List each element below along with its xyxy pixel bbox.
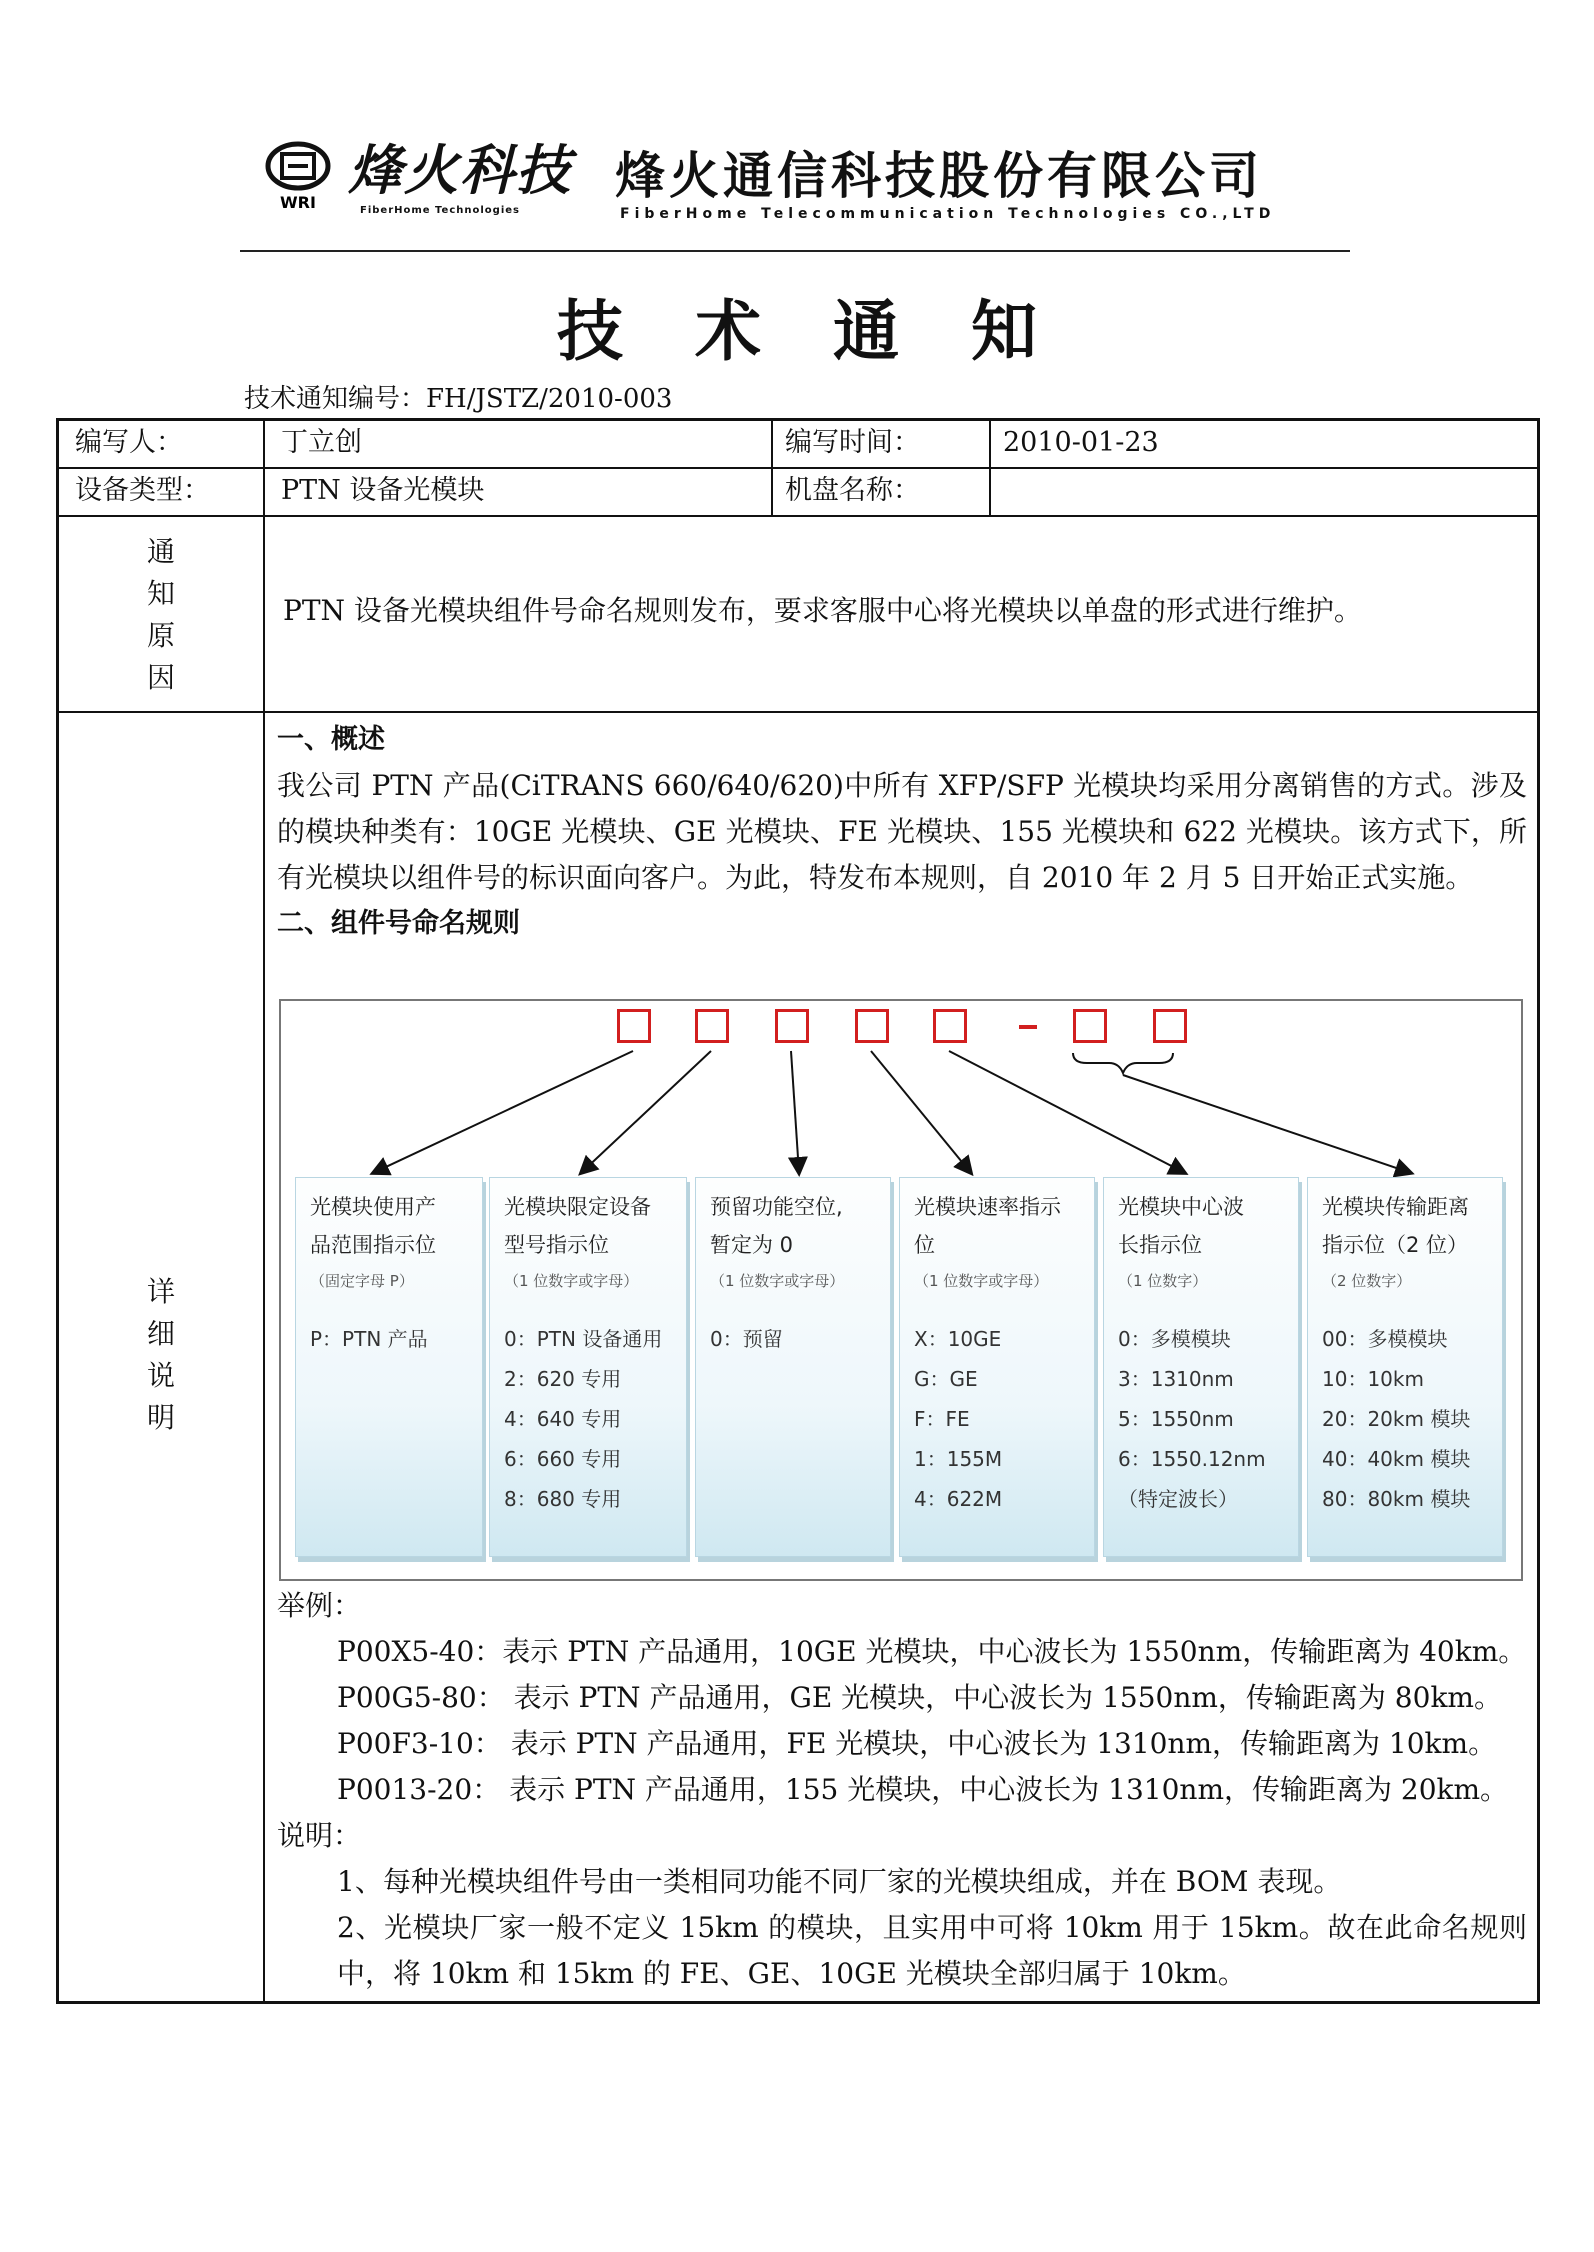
author-value: 丁立创 <box>281 427 362 458</box>
arrow-3 <box>791 1051 799 1173</box>
col-divider <box>771 421 773 515</box>
row-divider <box>59 711 1537 713</box>
row-divider <box>59 515 1537 517</box>
examples-label: 举例： <box>277 1589 362 1622</box>
note-item: 1、每种光模块组件号由一类相同功能不同厂家的光模块组成，并在 BOM 表现。 <box>337 1865 1342 1898</box>
overview-section <box>277 717 1527 947</box>
date-value: 2010-01-23 <box>1003 427 1159 458</box>
arrow-1 <box>373 1051 633 1173</box>
card-reserved: 预留功能空位, 暂定为 0 （1 位数字或字母） 0：预留 <box>695 1177 891 1557</box>
detail-label: 详 细 说 明 <box>146 1275 175 1434</box>
card-wavelength: 光模块中心波 长指示位 （1 位数字） 0：多模模块 3：1310nm 5：1550nm 6：1550.12nm （特定波长） <box>1103 1177 1299 1557</box>
example-item: P00G5-80： 表示 PTN 产品通用，GE 光模块，中心波长为 1550nm，传输距离为 80km。 <box>337 1681 1502 1714</box>
device-type-label: 设备类型： <box>75 475 210 506</box>
note-item: 2、光模块厂家一般不定义 15km 的模块，且实用中可将 10km 用于 15km。故在此命名规则中，将 10km 和 15km 的 FE、GE、10GE 光模块全部归属于 10km。 <box>337 1911 1527 1990</box>
pointer-arrows <box>281 1001 1521 1181</box>
board-name-label: 机盘名称： <box>785 475 920 506</box>
document-title: 技术通知 <box>557 293 1109 370</box>
card-product-range: 光模块使用产 品范围指示位 （固定字母 P） P：PTN 产品 <box>295 1177 483 1557</box>
arrow-5 <box>949 1051 1185 1173</box>
col-divider <box>989 421 991 515</box>
notes-label: 说明： <box>277 1819 362 1852</box>
date-label: 编写时间： <box>785 427 920 458</box>
company-emblem-icon <box>262 140 334 212</box>
header-divider <box>240 250 1350 252</box>
card-device-model: 光模块限定设备 型号指示位 （1 位数字或字母） 0：PTN 设备通用 2：620 专用 4：640 专用 6：660 专用 8：680 专用 <box>489 1177 687 1557</box>
col-divider <box>263 421 265 2004</box>
card-rate: 光模块速率指示 位 （1 位数字或字母） X：10GE G：GE F：FE 1：155M 4：622M <box>899 1177 1095 1557</box>
arrow-4 <box>871 1051 971 1173</box>
device-type-value: PTN 设备光模块 <box>281 475 485 506</box>
card-distance: 光模块传输距离 指示位（2 位） （2 位数字） 00：多模模块 10：10km 20：20km 模块 40：40km 模块 80：80km 模块 <box>1307 1177 1503 1557</box>
overview-paragraph: 我公司 PTN 产品(CiTRANS 660/640/620)中所有 XFP/SFP 光模块均采用分离销售的方式。涉及的模块种类有：10GE 光模块、GE 光模块、FE 光模块、155 光模块和 622 光模块。该方式下，所有光模块以组件号的标识面向客户。为此，特发布本规则，自 2010 年 2 月 5 日开始正式实施。 <box>277 769 1527 894</box>
example-item: P0013-20： 表示 PTN 产品通用，155 光模块，中心波长为 1310nm，传输距离为 20km。 <box>337 1773 1509 1806</box>
reason-label: 通 知 原 因 <box>146 535 175 694</box>
letterhead <box>0 0 1594 260</box>
logo-mark-text: WRI <box>280 193 316 212</box>
company-name-cn: 烽火通信科技股份有限公司 <box>615 147 1263 205</box>
arrow-6 <box>1123 1075 1411 1173</box>
example-item: P00F3-10： 表示 PTN 产品通用，FE 光模块，中心波长为 1310nm，传输距离为 10km。 <box>337 1727 1497 1760</box>
section-heading-overview: 一、概述 <box>277 724 385 755</box>
examples-section <box>277 1583 1527 1997</box>
logo-chinese: 烽火科技 <box>348 138 572 202</box>
arrow-2 <box>581 1051 711 1173</box>
company-name-en: FiberHome Telecommunication Technologies CO.,LTD <box>620 206 1276 222</box>
example-item: P00X5-40：表示 PTN 产品通用，10GE 光模块，中心波长为 1550nm，传输距离为 40km。 <box>337 1635 1527 1668</box>
document-number: 技术通知编号：FH/JSTZ/2010-003 <box>244 384 673 414</box>
author-label: 编写人： <box>75 427 183 458</box>
notice-table <box>56 418 1540 2004</box>
brace <box>1073 1053 1173 1073</box>
reason-text: PTN 设备光模块组件号命名规则发布，要求客服中心将光模块以单盘的形式进行维护。 <box>283 594 1362 627</box>
logo-english: FiberHome Technologies <box>360 205 520 216</box>
section-heading-naming-rule: 二、组件号命名规则 <box>277 908 520 939</box>
part-number-diagram <box>279 999 1523 1581</box>
